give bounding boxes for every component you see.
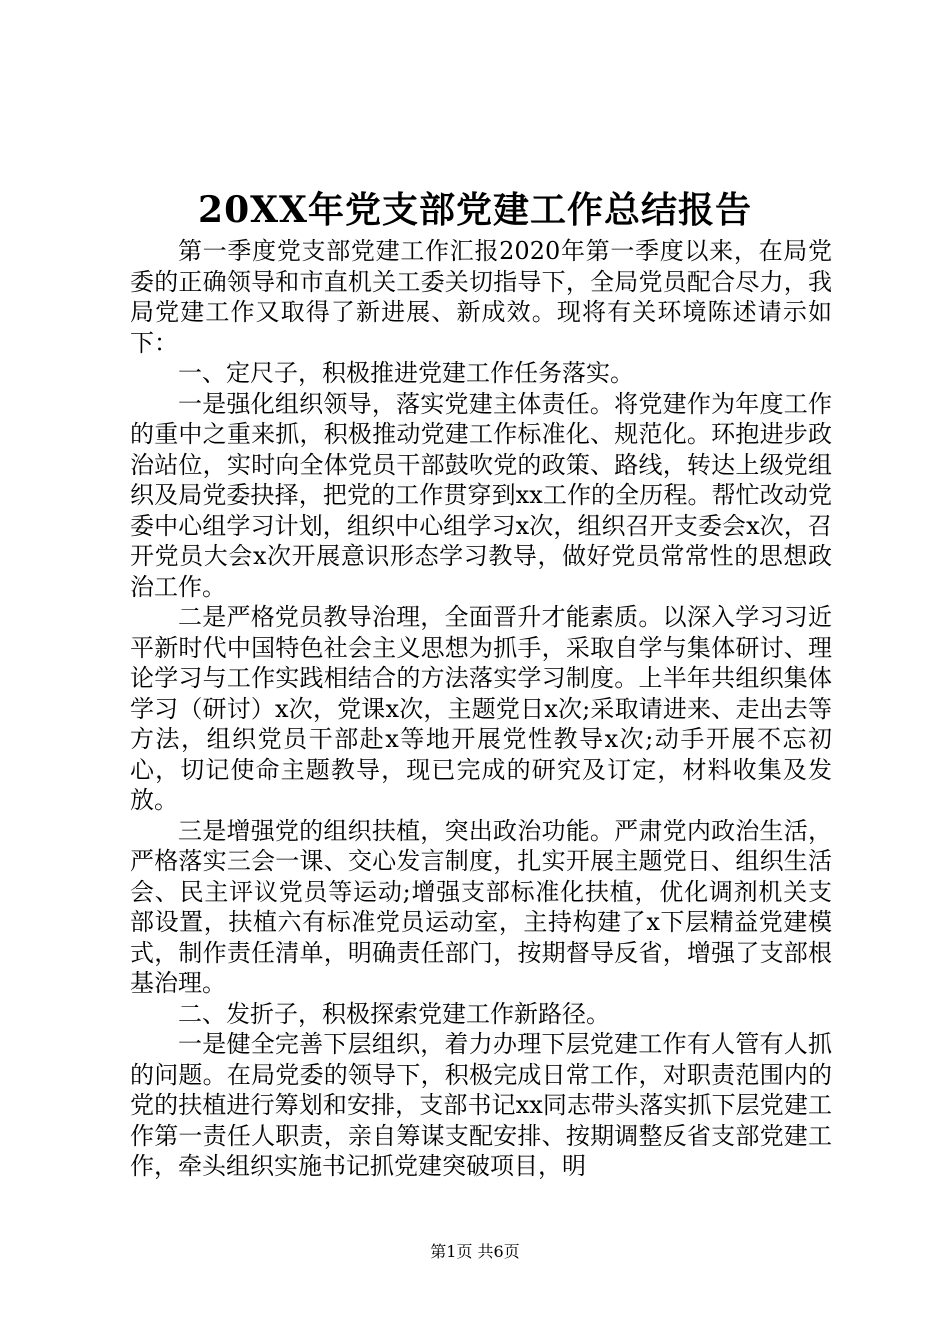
page-footer: 第1页 共6页 (430, 1242, 520, 1261)
paragraph-2-1: 一是健全完善下层组织，着力办理下层党建工作有人管有人抓的问题。在局党委的领导下，积极完成日常工作，对职责范围内的党的扶植进行筹划和安排，支部书记xx同志带头落实抓下层党建工作第一责任人职责，亲自筹谋支配安排、按期调整反省支部党建工作，牵头组织实施书记抓党建突破项目，明 (130, 1030, 832, 1180)
paragraph-intro: 第一季度党支部党建工作汇报2020年第一季度以来，在局党委的正确领导和市直机关工委关切指导下，全局党员配合尽力，我局党建工作又取得了新进展、新成效。现将有关环境陈述请示如下： (130, 237, 832, 357)
paragraph-1-3: 三是增强党的组织扶植，突出政治功能。严肃党内政治生活，严格落实三会一课、交心发言制度，扎实开展主题党日、组织生活会、民主评议党员等运动;增强支部标准化扶植，优化调剂机关支部设置，扶植六有标准党员运动室，主持构建了x下层精益党建模式，制作责任清单，明确责任部门，按期督导反省，增强了支部根基治理。 (130, 816, 832, 997)
paragraph-1-1: 一是强化组织领导，落实党建主体责任。将党建作为年度工作的重中之重来抓，积极推动党建工作标准化、规范化。环抱进步政治站位，实时向全体党员干部鼓吹党的政策、路线，转达上级党组织及局党委抉择，把党的工作贯穿到xx工作的全历程。帮忙改动党委中心组学习计划，组织中心组学习x次，组织召开支委会x次，召开党员大会x次开展意识形态学习教导，做好党员常常性的思想政治工作。 (130, 389, 832, 601)
document-body (130, 236, 832, 1182)
section-heading-2: 二、发折子，积极探索党建工作新路径。 (178, 999, 610, 1028)
paragraph-1-2: 二是严格党员教导治理，全面晋升才能素质。以深入学习习近平新时代中国特色社会主义思想为抓手，采取自学与集体研讨、理论学习与工作实践相结合的方法落实学习制度。上半年共组织集体学习（研讨）x次，党课x次，主题党日x次;采取请进来、走出去等方法，组织党员干部赴x等地开展党性教导x次;动手开展不忘初心，切记使命主题教导，现已完成的研究及订定，材料收集及发放。 (130, 603, 832, 814)
document-title: 20XX年党支部党建工作总结报告 (198, 189, 752, 231)
section-heading-1: 一、定尺子，积极推进党建工作任务落实。 (178, 359, 634, 387)
